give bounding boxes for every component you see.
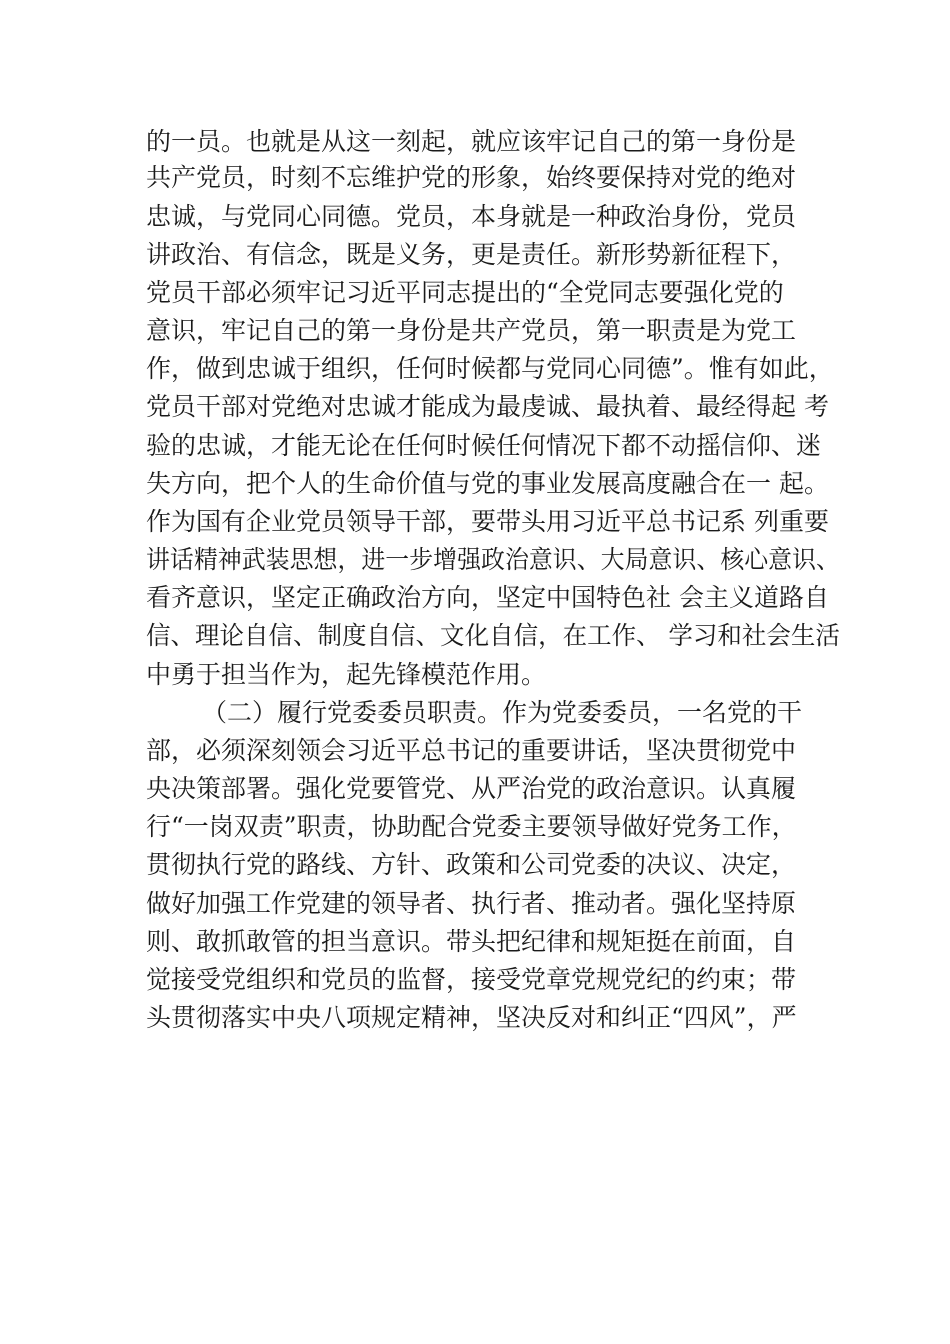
text-line: 讲话精神武装思想，进一步增强政治意识、大局意识、核心意识、 <box>146 545 840 574</box>
text-line: 中勇于担当作为，起先锋模范作用。 <box>146 660 547 689</box>
text-line: 作为国有企业党员领导干部，要带头用习近平总书记系 列重要 <box>146 507 829 536</box>
text-line: 贯彻执行党的路线、方针、政策和公司党委的决议、决定， <box>146 850 797 879</box>
text-line: 讲政治、有信念，既是义务，更是责任。新形势新征程下， <box>146 240 797 269</box>
text-line: 信、理论自信、制度自信、文化自信，在工作、 学习和社会生活 <box>146 621 840 650</box>
text-line: 党员干部对党绝对忠诚才能成为最虔诚、最执着、最经得起 考 <box>146 392 829 421</box>
text-line: 的一员。也就是从这一刻起，就应该牢记自己的第一身份是 <box>146 127 797 156</box>
text-line: 党员干部必须牢记习近平同志提出的“全党同志要强化党的 <box>146 278 784 307</box>
text-line: 作，做到忠诚于组织，任何时候都与党同心同德”。惟有如此， <box>146 354 834 383</box>
text-line: 部，必须深刻领会习近平总书记的重要讲话，坚决贯彻党中 <box>146 736 797 765</box>
text-line: 央决策部署。强化党要管党、从严治党的政治意识。认真履 <box>146 774 797 803</box>
text-line: 则、敢抓敢管的担当意识。带头把纪律和规矩挺在前面，自 <box>146 927 797 956</box>
text-line: 共产党员，时刻不忘维护党的形象，始终要保持对党的绝对 <box>146 163 797 192</box>
text-line: 觉接受党组织和党员的监督，接受党章党规党纪的约束；带 <box>146 965 797 994</box>
text-line: 验的忠诚，才能无论在任何时候任何情况下都不动摇信仰、迷 <box>146 431 822 460</box>
text-line: 忠诚，与党同心同德。党员，本身就是一种政治身份，党员 <box>146 202 797 231</box>
text-line: 失方向，把个人的生命价值与党的事业发展高度融合在一 起。 <box>146 469 829 498</box>
text-line: 头贯彻落实中央八项规定精神，坚决反对和纠正“四风”，严 <box>146 1003 797 1032</box>
text-line: 意识，牢记自己的第一身份是共产党员，第一职责是为党工 <box>146 316 797 345</box>
section-heading-line: （二）履行党委委员职责。作为党委委员，一名党的干 <box>202 698 803 727</box>
text-line: 做好加强工作党建的领导者、执行者、推动者。强化坚持原 <box>146 889 797 918</box>
text-line: 行“一岗双责”职责，协助配合党委主要领导做好党务工作， <box>146 812 797 841</box>
text-line: 看齐意识，坚定正确政治方向，坚定中国特色社 会主义道路自 <box>146 583 829 612</box>
